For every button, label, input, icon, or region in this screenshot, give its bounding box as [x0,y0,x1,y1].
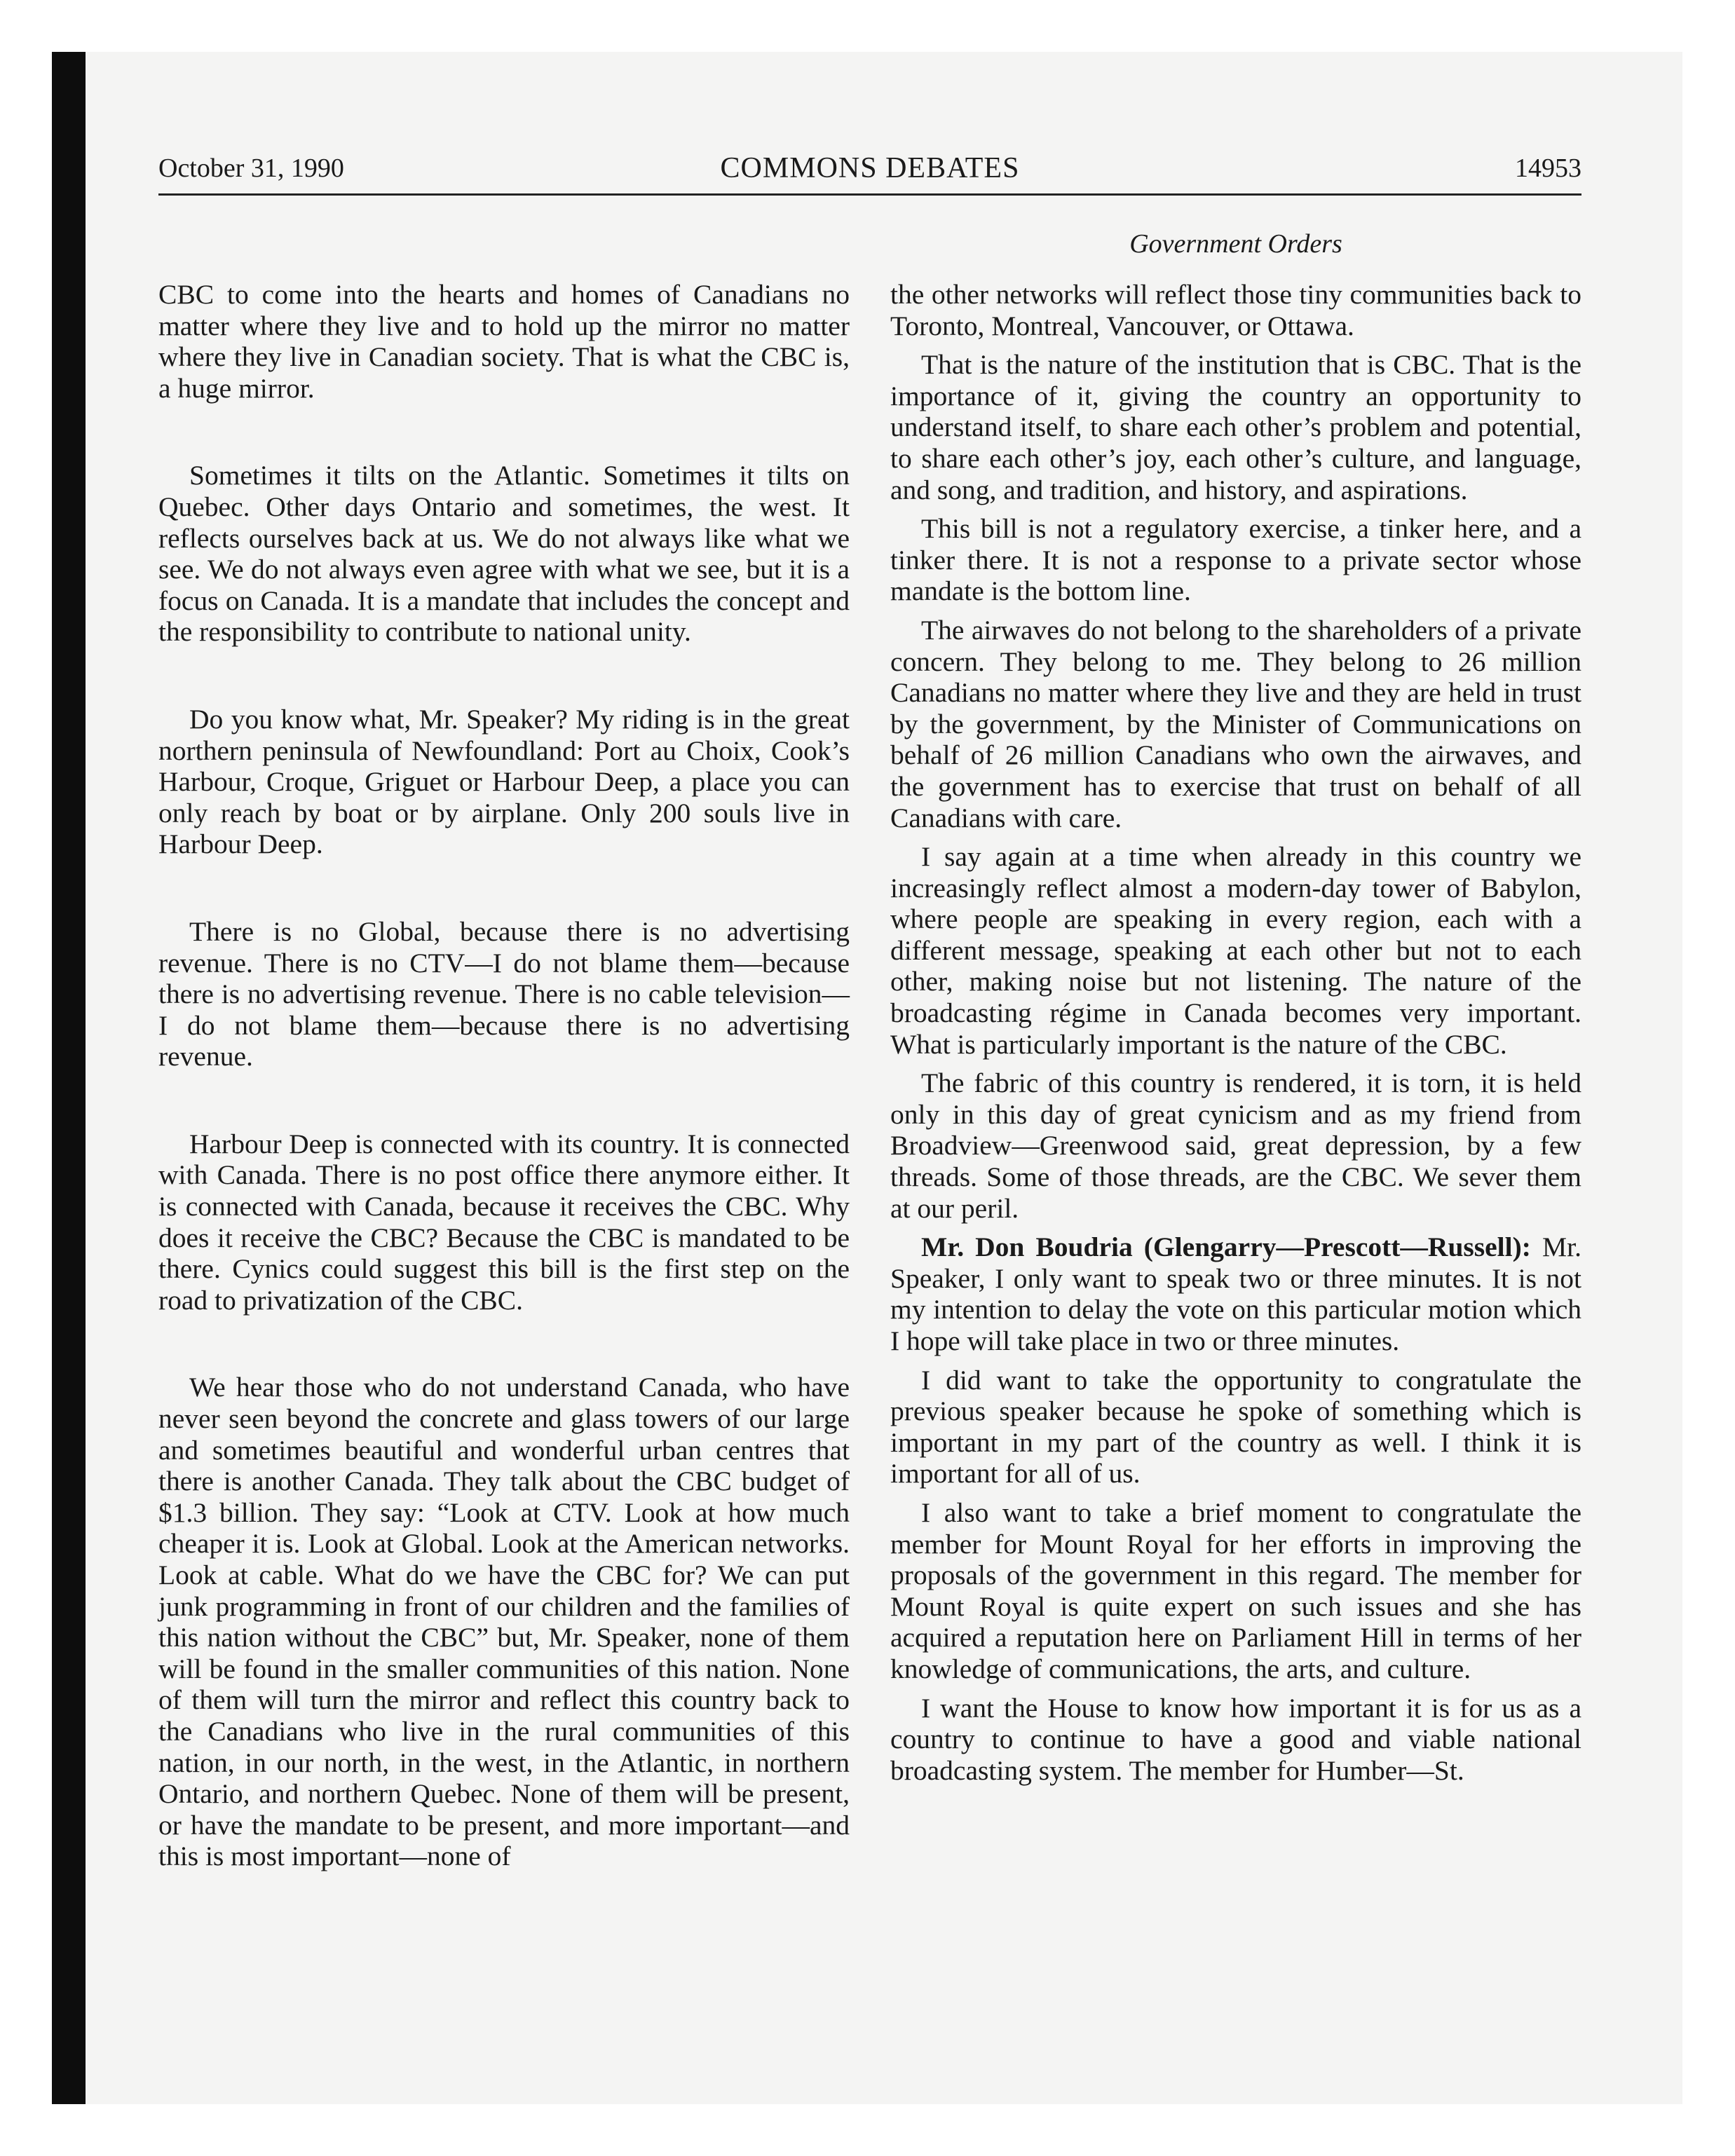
header-title: COMMONS DEBATES [720,152,1020,184]
paragraph: the other networks will reflect those tiny communities back to Toronto, Montreal, Vancouver, or Ottawa. [890,279,1581,341]
paragraph: CBC to come into the hearts and homes of Canadians no matter where they live and to hold up the mirror no matter where they live in Canadian society. That is what the CBC is, a huge mirror. [158,279,850,404]
paragraph: We hear those who do not understand Canada, who have never seen beyond the concrete and glass towers of our large and sometimes beautiful and wonderful urban centres that there is another Canada. They talk about the CBC budget of $1.3 billion. They say: “Look at CTV. Look at how much cheaper it is. Look at Global. Look at the American networks. Look at cable. What do we have the CBC for? We can put junk programming in front of our children and the families of this nation without the CBC” but, Mr. Speaker, none of them will be found in the smaller communities of this nation. None of them will turn the mirror and reflect this country back to the Canadians who live in the rural communities of this nation, in our north, in the west, in the Atlantic, in northern Ontario, and northern Quebec. None of them will be present, or have the mandate to be present, and more important—and this is most important—none of [158,1372,850,1872]
paragraph: There is no Global, because there is no advertising revenue. There is no CTV—I do not blame them—because there is no advertising revenue. There is no cable television—I do not blame them—because there is no advertising revenue. [158,915,850,1072]
paragraph: I did want to take the opportunity to congratulate the previous speaker because he spoke of something which is important in my part of the country as well. I think it is important for all of us. [890,1364,1581,1489]
scan-binding-edge [52,52,86,2104]
paragraph: That is the nature of the institution that is CBC. That is the importance of it, giving the country an opportunity to understand itself, to share each other’s problem and potential, to share each other’s joy, each other’s culture, and language, and song, and tradition, and history, and aspirations. [890,349,1581,505]
section-label: Government Orders [1129,229,1342,259]
paragraph: This bill is not a regulatory exercise, a tinker here, and a tinker there. It is not a response to a private sector whose mandate is the bottom line. [890,513,1581,607]
paragraph: I also want to take a brief moment to congratulate the member for Mount Royal for her efforts in improving the proposals of the government in this regard. The member for Mount Royal is quite expert on such issues and she has acquired a reputation here on Parliament Hill in terms of her knowledge of communications, the arts, and culture. [890,1496,1581,1684]
header-page-number: 14953 [1515,153,1581,183]
speaker-paragraph [890,1231,1581,1356]
paragraph: I want the House to know how important it is for us as a country to continue to have a good and viable national broadcasting system. The member for Humber—St. [890,1692,1581,1786]
paragraph: Do you know what, Mr. Speaker? My riding is in the great northern peninsula of Newfoundland: Port au Choix, Cook’s Harbour, Croque, Griguet or Harbour Deep, a place you can only reach by boat or by airplane. Only 200 souls live in Harbour Deep. [158,703,850,860]
right-column [890,279,1581,1786]
paragraph: The fabric of this country is rendered, it is torn, it is held only in this day of great cynicism and as my friend from Broadview—Greenwood said, great depression, by a few threads. Some of those threads, are the CBC. We sever them at our peril. [890,1067,1581,1224]
header-date: October 31, 1990 [158,153,344,183]
paragraph: The airwaves do not belong to the shareholders of a private concern. They belong to me. They belong to 26 million Canadians no matter where they live and they are held in trust by the government, by the Minister of Communications on behalf of 26 million Canadians who own the airwaves, and the government has to exercise that trust on behalf of all Canadians with care. [890,614,1581,833]
paragraph: I say again at a time when already in this country we increasingly reflect almost a modern-day tower of Babylon, where people are speaking in every region, each with a different message, speaking at each other but not to each other, making noise but not listening. The nature of the broadcasting régime in Canada becomes very important. What is particularly important is the nature of the CBC. [890,841,1581,1060]
paragraph: Harbour Deep is connected with its country. It is connected with Canada. There is no post office there anymore either. It is connected with Canada, because it receives the CBC. Why does it receive the CBC? Because the CBC is mandated to be there. Cynics could suggest this bill is the first step on the road to privatization of the CBC. [158,1128,850,1316]
paragraph: Sometimes it tilts on the Atlantic. Sometimes it tilts on Quebec. Other days Ontario and sometimes, the west. It reflects ourselves back at us. We do not always like what we see. We do not always even agree with what we see, but it is a focus on Canada. It is a mandate that includes the concept and the responsibility to contribute to national unity. [158,460,850,648]
page-header [158,144,1581,196]
speaker-name: Mr. Don Boudria (Glengarry—Prescott—Russell): [921,1231,1531,1263]
left-column [158,279,850,1872]
speaker-text: Mr. Speaker, I only want to speak two or three minutes. It is not my intention to delay the vote on this particular motion which I hope will take place in two or three minutes. [890,1231,1582,1356]
